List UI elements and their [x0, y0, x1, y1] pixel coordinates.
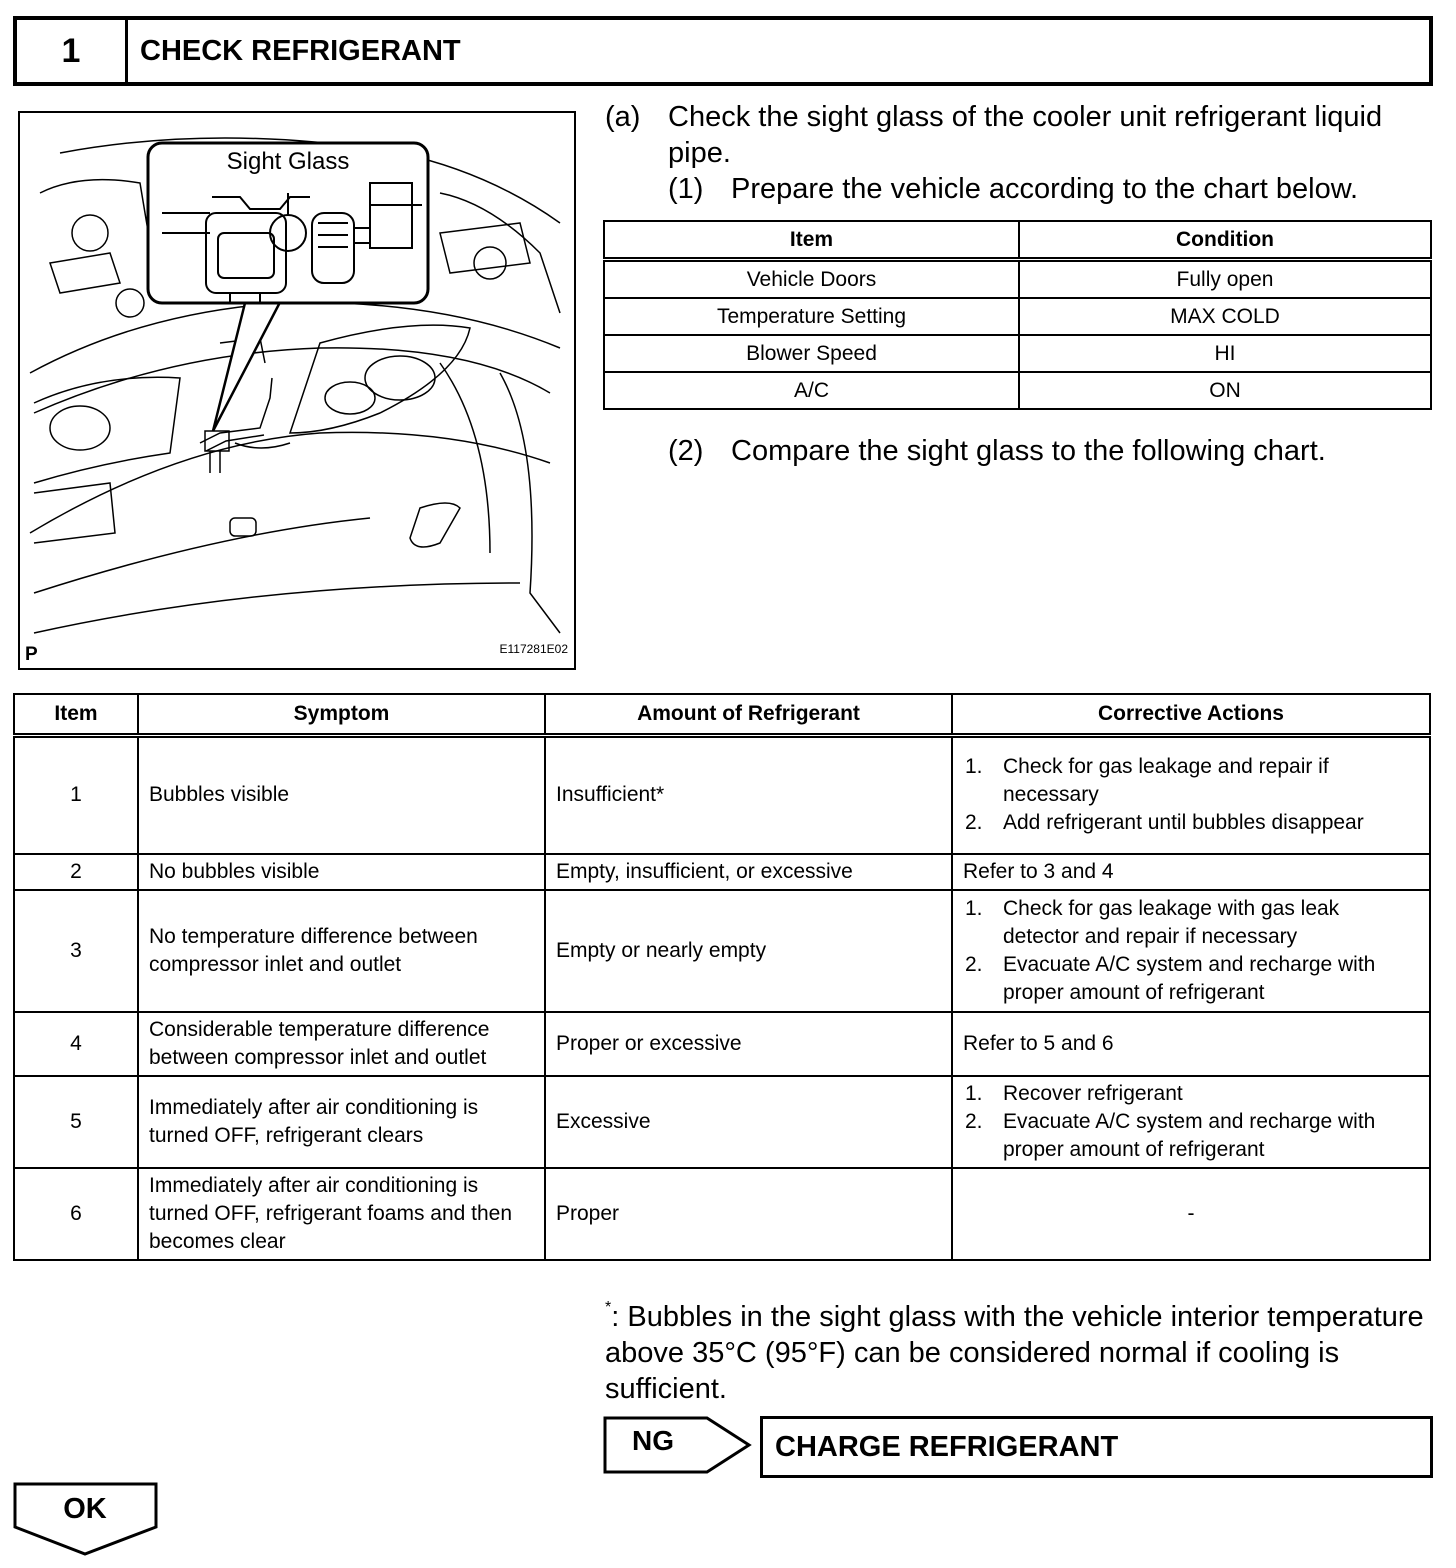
vehicle-preparation-table: [603, 220, 1432, 410]
view-marker: P: [25, 644, 38, 665]
action-number: 1.: [965, 755, 983, 779]
action-step: [963, 753, 1419, 809]
row-action-text: -: [952, 1168, 1430, 1260]
table-header-row: [604, 221, 1431, 260]
row-item: 3: [14, 890, 138, 1012]
action-step: [963, 895, 1419, 951]
ng-result-box: CHARGE REFRIGERANT: [760, 1416, 1433, 1478]
action-number: 2.: [965, 1109, 983, 1133]
footnote: [605, 1290, 1435, 1407]
vehicle-engine-bay-drawing: [20, 113, 574, 668]
action-step: [963, 809, 1419, 837]
row-amount: Insufficient*: [545, 736, 952, 854]
table-row: [14, 736, 1430, 854]
row-amount: Excessive: [545, 1076, 952, 1168]
instruction-2-marker: (2): [668, 435, 704, 467]
table-header-row: [14, 694, 1430, 736]
instruction-a-line2: pipe.: [668, 137, 731, 169]
table-row: [604, 335, 1431, 372]
sight-glass-illustration: [18, 111, 576, 670]
instruction-a-line1: Check the sight glass of the cooler unit refrigerant liquid: [668, 101, 1383, 133]
sight-glass-symptom-table: [13, 693, 1431, 1261]
ng-label: NG: [632, 1425, 674, 1456]
ok-label: OK: [63, 1493, 107, 1525]
step-number: 1: [17, 20, 128, 82]
row-symptom: Immediately after air conditioning is turned OFF, refrigerant clears: [138, 1076, 545, 1168]
row-action-text: Refer to 3 and 4: [952, 854, 1430, 890]
action-text: Check for gas leakage and repair if necessary: [1003, 755, 1329, 807]
row-item: 6: [14, 1168, 138, 1260]
action-step: [963, 1108, 1419, 1164]
table-row: [604, 260, 1431, 299]
table-row: [14, 1168, 1430, 1260]
row-amount: Empty or nearly empty: [545, 890, 952, 1012]
prep-item: A/C: [604, 372, 1019, 409]
row-symptom: No temperature difference between compressor inlet and outlet: [138, 890, 545, 1012]
prep-item: Temperature Setting: [604, 298, 1019, 335]
prep-condition: ON: [1019, 372, 1431, 409]
row-actions: [952, 736, 1430, 854]
action-step: [963, 1080, 1419, 1108]
column-header-condition: Condition: [1019, 221, 1431, 260]
row-item: 4: [14, 1012, 138, 1076]
action-text: Evacuate A/C system and recharge with proper amount of refrigerant: [1003, 1109, 1376, 1161]
row-amount: Empty, insufficient, or excessive: [545, 854, 952, 890]
step-title: CHECK REFRIGERANT: [140, 34, 461, 67]
row-amount: Proper or excessive: [545, 1012, 952, 1076]
row-action-text: Refer to 5 and 6: [952, 1012, 1430, 1076]
table-row: [14, 890, 1430, 1012]
callout-label: Sight Glass: [226, 148, 350, 175]
instruction-a-marker: (a): [605, 101, 641, 133]
action-text: Add refrigerant until bubbles disappear: [1003, 811, 1364, 835]
column-header-amount: Amount of Refrigerant: [545, 694, 952, 736]
row-symptom: Immediately after air conditioning is turned OFF, refrigerant foams and then becomes clear: [138, 1168, 545, 1260]
table-row: [14, 1012, 1430, 1076]
instruction-1-text: Prepare the vehicle according to the chart below.: [731, 173, 1359, 205]
action-step: [963, 951, 1419, 1007]
action-text: Evacuate A/C system and recharge with proper amount of refrigerant: [1003, 952, 1376, 1004]
illustration-code: E117281E02: [499, 642, 568, 656]
table-row: [14, 854, 1430, 890]
row-item: 1: [14, 736, 138, 854]
column-header-symptom: Symptom: [138, 694, 545, 736]
column-header-actions: Corrective Actions: [952, 694, 1430, 736]
table-row: [14, 1076, 1430, 1168]
row-symptom: Bubbles visible: [138, 736, 545, 854]
step-header: [13, 16, 1433, 86]
table-row: [604, 298, 1431, 335]
row-amount: Proper: [545, 1168, 952, 1260]
action-number: 2.: [965, 811, 983, 835]
prep-condition: Fully open: [1019, 260, 1431, 299]
action-number: 1.: [965, 896, 983, 920]
action-text: Check for gas leakage with gas leak detector and repair if necessary: [1003, 896, 1340, 948]
column-header-item: Item: [14, 694, 138, 736]
prep-item: Vehicle Doors: [604, 260, 1019, 299]
action-number: 1.: [965, 1081, 983, 1105]
action-number: 2.: [965, 952, 983, 976]
row-actions: [952, 890, 1430, 1012]
row-item: 5: [14, 1076, 138, 1168]
footnote-mark: *: [605, 1299, 612, 1316]
prep-condition: HI: [1019, 335, 1431, 372]
instruction-1-marker: (1): [668, 173, 704, 205]
row-symptom: No bubbles visible: [138, 854, 545, 890]
footnote-text: : Bubbles in the sight glass with the vehicle interior temperature above 35°C (95°F) can be considered normal if cooling is sufficient.: [605, 1301, 1424, 1405]
prep-item: Blower Speed: [604, 335, 1019, 372]
instruction-2-text: Compare the sight glass to the following chart.: [731, 435, 1326, 467]
prep-condition: MAX COLD: [1019, 298, 1431, 335]
row-symptom: Considerable temperature difference between compressor inlet and outlet: [138, 1012, 545, 1076]
action-text: Recover refrigerant: [1003, 1081, 1183, 1105]
column-header-item: Item: [604, 221, 1019, 260]
row-item: 2: [14, 854, 138, 890]
table-row: [604, 372, 1431, 409]
row-actions: [952, 1076, 1430, 1168]
